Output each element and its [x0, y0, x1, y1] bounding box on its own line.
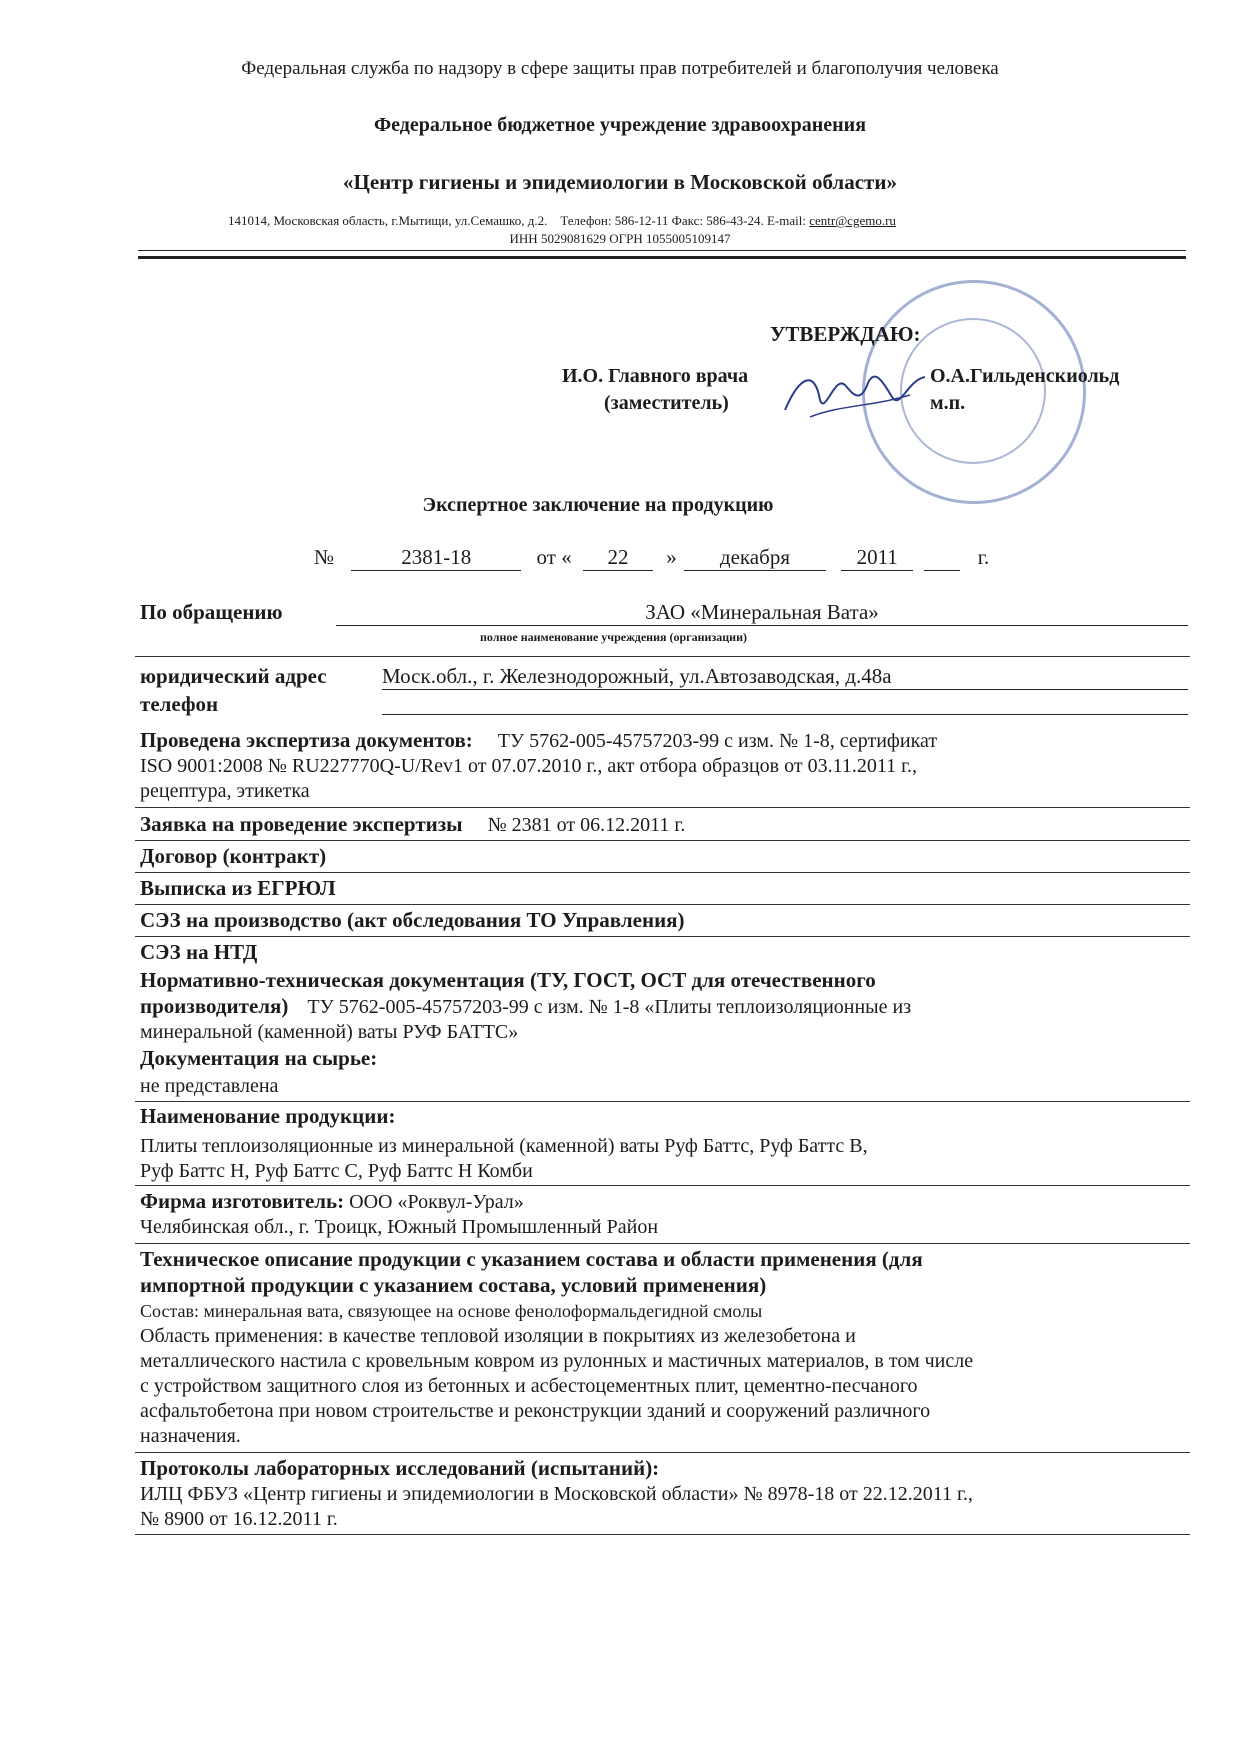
- signature-icon: [780, 355, 930, 425]
- lab-value1: ИЛЦ ФБУЗ «Центр гигиены и эпидемиологии в Московской области» № 8978-18 от 22.12.2011 г.,: [140, 1483, 973, 1505]
- approval-mp: м.п.: [930, 392, 966, 414]
- docs-value3: рецептура, этикетка: [140, 780, 310, 802]
- from-label: от «: [536, 545, 572, 569]
- approval-name: О.А.Гильденскиольд: [930, 365, 1120, 387]
- maker-block: [140, 1189, 658, 1240]
- doc-number: 2381-18: [351, 545, 521, 571]
- ntd-label1: Нормативно-техническая документация (ТУ, ГОСТ, ОСТ для отечественного: [140, 968, 876, 992]
- ntd-label2: производителя): [140, 994, 289, 1018]
- row-rule: [135, 1452, 1190, 1453]
- header-service: Федеральная служба по надзору в сфере защиты прав потребителей и благополучия человека: [241, 58, 999, 79]
- row-rule: [135, 1101, 1190, 1102]
- tech-block: [140, 1247, 1200, 1449]
- close-quote: »: [666, 545, 677, 569]
- raw-value: не представлена: [140, 1075, 279, 1097]
- contract-label: Договор (контракт): [140, 844, 327, 868]
- g-label: г.: [977, 545, 990, 569]
- tech-label2: импортной продукции с указанием состава, условий применения): [140, 1273, 767, 1297]
- row-rule: [135, 1534, 1190, 1535]
- header-contact: [228, 213, 1158, 229]
- tech-label1: Техническое описание продукции с указанием состава и области применения (для: [140, 1247, 923, 1271]
- ntd-value2: ТУ 5762-005-45757203-99 с изм. № 1-8 «Плиты теплоизоляционные из: [307, 996, 912, 1018]
- row-rule: [135, 1185, 1190, 1186]
- tech-value5: асфальтобетона при новом строительстве и реконструкции зданий и сооружений различного: [140, 1400, 931, 1422]
- header-rule-thin: [138, 250, 1186, 251]
- header-center: «Центр гигиены и эпидемиологии в Московской области»: [343, 170, 897, 194]
- applicant-label: По обращению: [140, 600, 283, 624]
- maker-label: Фирма изготовитель:: [140, 1189, 345, 1213]
- header-phone: Телефон: 586-12-11 Факс: 586-43-24. E-mail:: [560, 213, 806, 228]
- prod-block: [140, 1134, 1190, 1184]
- header-address: 141014, Московская область, г.Мытищи, ул.Семашко, д.2.: [228, 213, 548, 228]
- row-rule: [135, 840, 1190, 841]
- prod-value1: Плиты теплоизоляционные из минеральной (каменной) ваты Руф Баттс, Руф Баттс В,: [140, 1135, 868, 1157]
- ntd-value3: минеральной (каменной) ваты РУФ БАТТС»: [140, 1021, 519, 1043]
- legal-label: юридический адрес: [140, 664, 327, 688]
- doc-year: 2011: [841, 545, 913, 571]
- tech-value2: Область применения: в качестве тепловой изоляции в покрытиях из железобетона и: [140, 1325, 856, 1347]
- legal-value: Моск.обл., г. Железнодорожный, ул.Автозаводская, д.48а: [382, 664, 1188, 690]
- request-value: № 2381 от 06.12.2011 г.: [487, 814, 686, 836]
- lab-label: Протоколы лабораторных исследований (испытаний):: [140, 1456, 660, 1480]
- maker-addr: Челябинская обл., г. Троицк, Южный Промышленный Район: [140, 1216, 659, 1238]
- request-block: [140, 812, 685, 838]
- doc-number-line: [314, 545, 989, 571]
- request-label: Заявка на проведение экспертизы: [140, 812, 463, 836]
- prod-value2: Руф Баттс Н, Руф Баттс С, Руф Баттс Н Комби: [140, 1160, 533, 1182]
- phone-value-line: [382, 714, 1188, 715]
- num-label: №: [314, 545, 335, 569]
- header-institution: Федеральное бюджетное учреждение здравоохранения: [373, 114, 867, 136]
- egrul-label: Выписка из ЕГРЮЛ: [140, 876, 336, 900]
- docs-value1: ТУ 5762-005-45757203-99 с изм. № 1-8, сертификат: [497, 730, 938, 752]
- lab-value2: № 8900 от 16.12.2011 г.: [140, 1508, 338, 1530]
- docs-label: Проведена экспертиза документов:: [140, 728, 473, 752]
- applicant-value: ЗАО «Минеральная Вата»: [336, 600, 1188, 626]
- header-inn: ИНН 5029081629 ОГРН 1055005109147: [509, 231, 731, 246]
- doc-month: декабря: [684, 545, 826, 571]
- maker-value: ООО «Роквул-Урал»: [349, 1191, 524, 1213]
- ses-ntd-label: СЭЗ на НТД: [140, 940, 258, 964]
- doc-day: 22: [583, 545, 653, 571]
- tech-value1: Состав: минеральная вата, связующее на основе фенолоформальдегидной смолы: [140, 1301, 763, 1321]
- row-rule: [135, 904, 1190, 905]
- header-email[interactable]: centr@cgemo.ru: [809, 213, 896, 228]
- approval-position: И.О. Главного врача: [562, 365, 749, 387]
- docs-value2: ISO 9001:2008 № RU227770Q-U/Rev1 от 07.07.2010 г., акт отбора образцов от 03.11.2011 г.,: [140, 755, 918, 777]
- row-rule: [135, 872, 1190, 873]
- header-rule-thick: [138, 256, 1186, 259]
- lab-block: [140, 1456, 1200, 1532]
- doc-title: Экспертное заключение на продукцию: [422, 494, 774, 516]
- tech-value4: с устройством защитного слоя из бетонных и асбестоцементных плит, цементно-песчаного: [140, 1375, 918, 1397]
- row-rule: [135, 1243, 1190, 1244]
- docs-block: [140, 728, 1190, 804]
- ses-prod-label: СЭЗ на производство (акт обследования ТО Управления): [140, 908, 685, 932]
- tech-value6: назначения.: [140, 1425, 241, 1447]
- approval-deputy: (заместитель): [604, 392, 729, 414]
- phone-label: телефон: [140, 692, 219, 716]
- raw-label: Документация на сырье:: [140, 1046, 378, 1070]
- row-rule: [135, 807, 1190, 808]
- ntd-block: [140, 968, 1190, 1045]
- applicant-caption: полное наименование учреждения (организации): [480, 630, 747, 644]
- tech-value3: металлического настила с кровельным ковром из рулонных и мастичных материалов, в том числе: [140, 1350, 974, 1372]
- prod-label: Наименование продукции:: [140, 1104, 396, 1128]
- row-rule: [135, 936, 1190, 937]
- row-rule: [135, 656, 1190, 657]
- approve-heading: УТВЕРЖДАЮ:: [770, 322, 921, 346]
- doc-year-blank: [924, 545, 960, 571]
